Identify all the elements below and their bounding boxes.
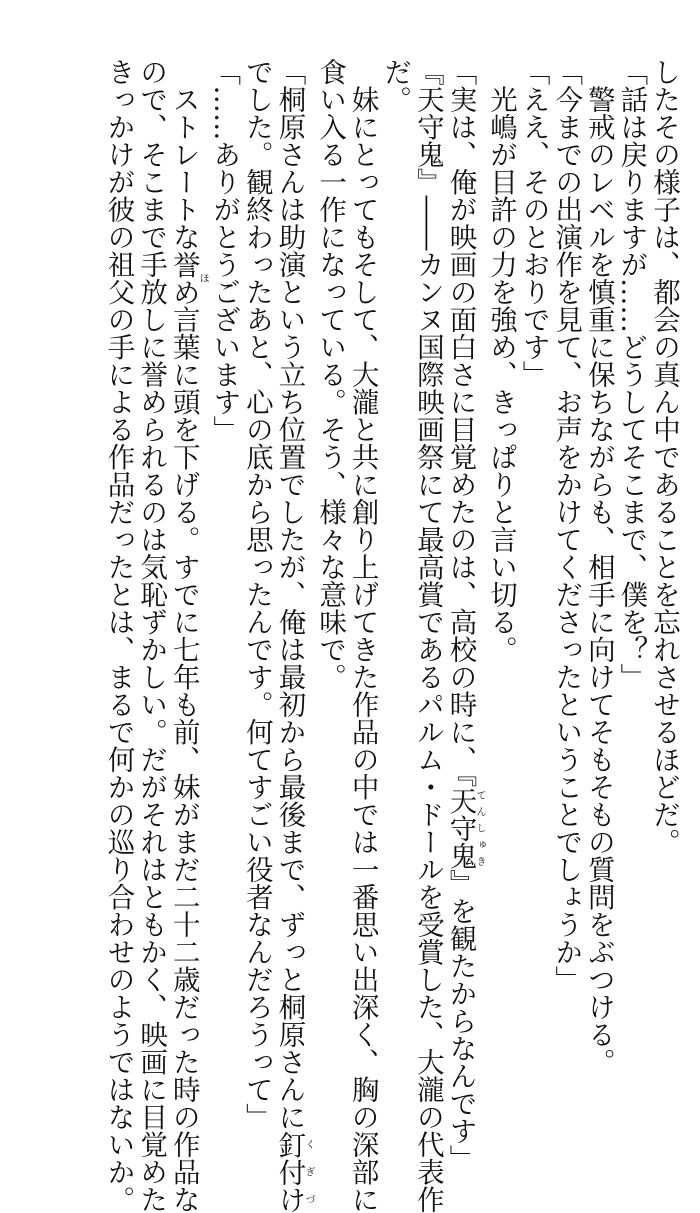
text-line-7 xyxy=(444,58,485,958)
ruby-base-homare: 誉め xyxy=(168,251,200,306)
text-line-2: 「話は戻りますが……どうしてそこまで、僕を？」 xyxy=(615,58,648,958)
ruby-base-kugizuke: 釘付け xyxy=(273,1131,305,1213)
ruby-reading-tenshuki: てんしゅき xyxy=(474,787,485,870)
text-line-1: したその様子は、都会の真ん中であることを忘れさせるほどだ。 xyxy=(647,58,680,958)
text-line-7-start: 「実は、俺が映画の面白さに目覚めたのは、高校の時に、 xyxy=(444,58,476,773)
text-line-3: 警戒のレベルを慎重に保ちながらも、相手に向けてそもそもの質問をぶつける。 xyxy=(582,58,615,958)
ruby-reading-kugizuke: くぎづ xyxy=(303,1131,314,1213)
text-line-11: 食い入る一作になっている。そう、様々な意味で。 xyxy=(313,58,346,958)
ruby-reading-homare: ほ xyxy=(197,251,208,306)
text-line-16: ので、そこまで手放しに誉められるのは気恥ずかしい。だがそれはともかく、映画に目覚めた xyxy=(135,58,168,958)
text-line-15 xyxy=(167,58,208,958)
text-line-12-start: 「桐原さんは助演という立ち位置でしたが、俺は最初から最後まで、ずっと桐原さんに xyxy=(273,58,305,1131)
text-line-6: 光嶋が目許の力を強め、きっぱりと言い切る。 xyxy=(484,58,517,958)
text-line-15-end: 言葉に頭を下げる。すでに七年も前、妹がまだ二十二歳だった時の作品な xyxy=(168,306,200,1213)
text-line-5: 「ええ、そのとおりです」 xyxy=(517,58,550,958)
text-line-17: きっかけが彼の祖父の手による作品だったとは、まるで何かの巡り合わせのようではないか。 xyxy=(102,58,135,958)
text-line-12 xyxy=(273,58,314,958)
text-line-15-start: ストレートな xyxy=(168,58,200,251)
ruby-homare xyxy=(168,251,200,306)
text-line-14: 「……ありがとうございます」 xyxy=(208,58,241,958)
text-line-7-end: を観たからなんです」 xyxy=(444,897,476,1172)
ruby-kugizuke xyxy=(273,1131,305,1213)
text-line-13: でした。観終わったあと、心の底から思ったんです。何てすごい役者なんだろうって」 xyxy=(240,58,273,958)
vertical-text-body xyxy=(28,58,680,958)
text-line-4: 「今までの出演作を見て、お声をかけてくださったということでしょうか」 xyxy=(550,58,583,958)
text-line-10: 妹にとってもそして、大瀧と共に創り上げてきた作品の中では一番思い出深く、胸の深部に xyxy=(346,58,379,958)
text-line-9: だ。 xyxy=(379,58,412,958)
ruby-tenshuki: 『天守鬼てんしゅき』 xyxy=(444,773,476,897)
text-line-8: 『天守鬼』――カンヌ国際映画祭にて最高賞であるパルム・ドールを受賞した、大瀧の代表作 xyxy=(411,58,444,958)
ruby-base-tenshuki: 天守鬼 xyxy=(444,787,476,870)
